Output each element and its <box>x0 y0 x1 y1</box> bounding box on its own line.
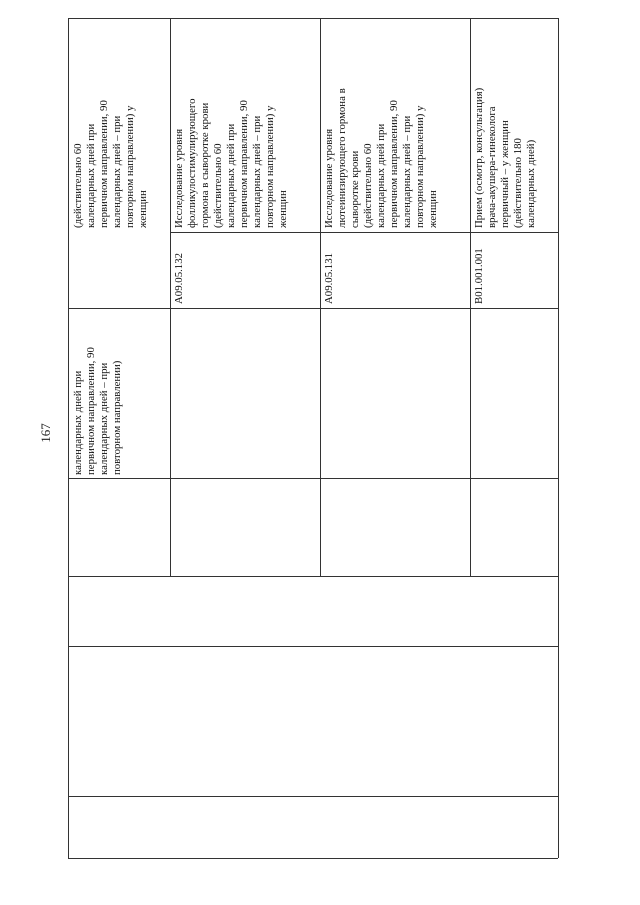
row2-code: A09.05.132 <box>173 253 185 304</box>
table-border <box>320 18 321 576</box>
row1-service-text: календарных дней при первичном направлении, 90 календарных дней – при повторном направлении) <box>72 347 123 475</box>
row3-code: A09.05.131 <box>323 253 335 304</box>
table-border <box>68 308 558 309</box>
row3-description: Исследование уровня лютеинизирующего гормона в сыворотке крови (действительно 60 календарных дней при первичном направлении, 90 календарных дней – при повторном направлении) у женщин <box>323 88 439 228</box>
table-border <box>470 18 471 576</box>
table-border <box>68 18 69 858</box>
table-border <box>68 576 558 577</box>
table-border <box>170 232 558 233</box>
table-border <box>68 18 558 19</box>
row1-description: (действительно 60 календарных дней при первичном направлении, 90 календарных дней – при повторном направлении) у женщин <box>72 100 149 228</box>
page-number: 167 <box>37 423 53 443</box>
table-border <box>68 858 558 859</box>
table-border <box>68 478 558 479</box>
row4-description: Прием (осмотр, консультация) врача-акушера-гинеколога первичный – у женщин (действительно 180 календарных дней) <box>473 87 537 228</box>
row2-description: Исследование уровня фолликулостимулирующего гормона в сыворотке крови (действительно 60 календарных дней при первичном направлении, 90 календарных дней – при повторном направлении) у женщин <box>173 98 289 228</box>
table-border <box>558 18 559 858</box>
row4-code: B01.001.001 <box>473 248 485 304</box>
table-border <box>68 796 558 797</box>
table-border <box>68 646 558 647</box>
table-border <box>170 18 171 576</box>
